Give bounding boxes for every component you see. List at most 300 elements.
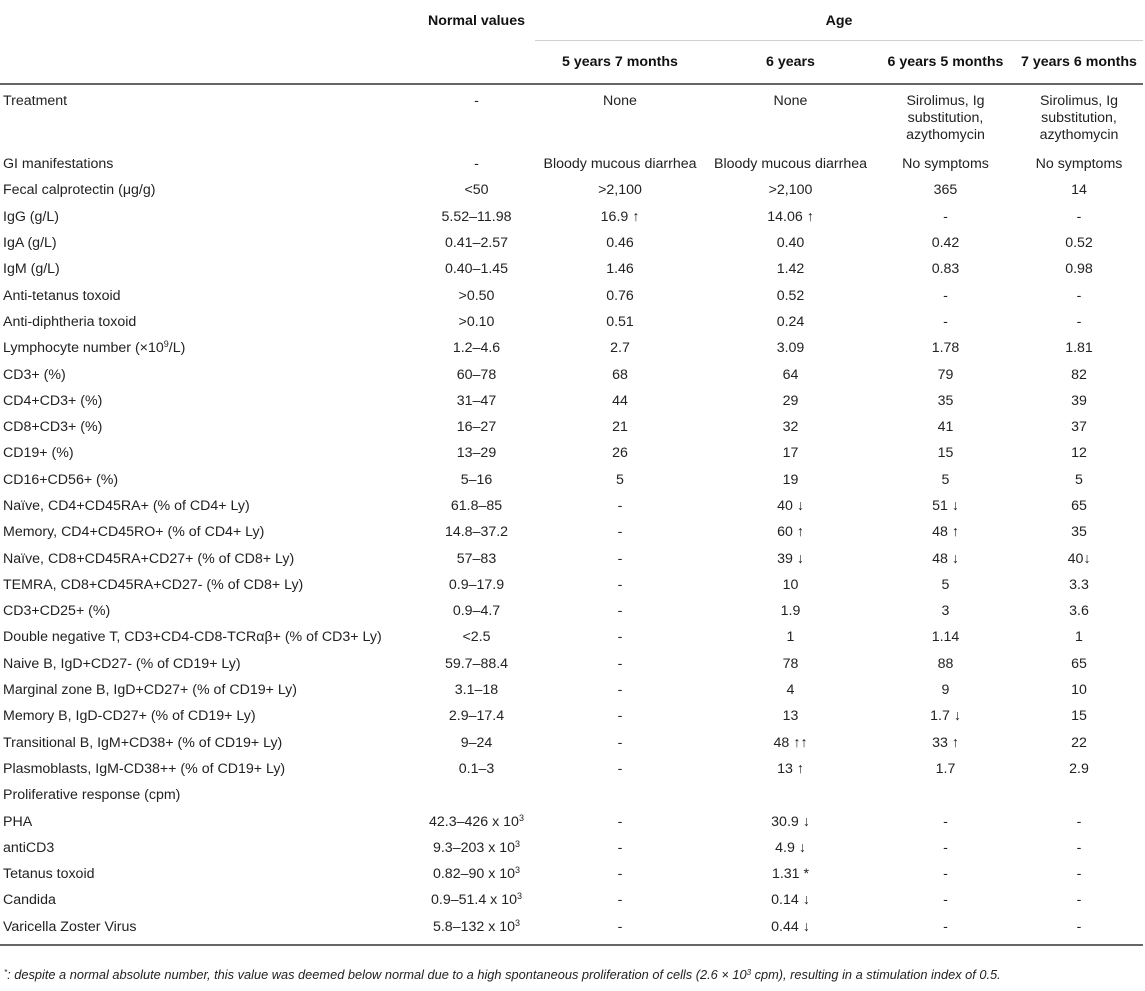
normal-value-cell bbox=[418, 703, 535, 729]
age-value-cell: 40↓ bbox=[1067, 550, 1091, 567]
age-value-cell: 32 bbox=[782, 419, 799, 436]
age-value-cell: - bbox=[943, 839, 948, 856]
age-value-cell: 39 ↓ bbox=[777, 550, 804, 567]
age-value-cell: - bbox=[943, 287, 948, 304]
table-row bbox=[0, 861, 1143, 887]
normal-value-cell bbox=[418, 545, 535, 571]
row-label bbox=[0, 703, 418, 729]
table-row bbox=[0, 467, 1143, 493]
row-label-text: Fecal calprotectin (μg/g) bbox=[3, 182, 156, 199]
row-label-text: CD16+CD56+ (%) bbox=[3, 471, 119, 488]
age-value-cell: 2.9 bbox=[1069, 760, 1089, 777]
table-row bbox=[0, 598, 1143, 624]
normal-value-text: 0.82–90 x 10 bbox=[432, 866, 516, 883]
normal-value-text: 9–24 bbox=[460, 734, 493, 751]
row-label-text: IgG (g/L) bbox=[3, 208, 59, 225]
row-label-text: PHA bbox=[3, 813, 33, 830]
row-label-text: CD4+CD3+ (%) bbox=[3, 392, 103, 409]
age-value-cell: - bbox=[617, 866, 623, 883]
row-label-text: IgM (g/L) bbox=[3, 261, 60, 278]
row-label-after: /L) bbox=[168, 340, 186, 357]
header-age-3: 6 years 5 months bbox=[876, 41, 1015, 85]
header-age: Age bbox=[535, 2, 1143, 41]
table-row bbox=[0, 519, 1143, 545]
normal-value-text: 16–27 bbox=[456, 419, 497, 436]
age-value-cell: 3.3 bbox=[1069, 576, 1089, 593]
normal-value-cell bbox=[418, 335, 535, 361]
age-value-cell: None bbox=[773, 93, 808, 109]
age-value-cell: 3.09 bbox=[776, 340, 805, 357]
normal-value-cell bbox=[418, 414, 535, 440]
age-value-cell: 0.76 bbox=[606, 287, 634, 304]
age-value-cell: Bloody mucous diarrhea bbox=[714, 156, 867, 173]
age-value-cell: - bbox=[1076, 813, 1082, 830]
age-value-cell: 35 bbox=[937, 392, 954, 409]
row-label bbox=[0, 388, 418, 414]
age-value-cell: 65 bbox=[1071, 655, 1087, 672]
age-value-cell: 1.78 bbox=[931, 340, 960, 357]
row-label-text: Memory, CD4+CD45RO+ (% of CD4+ Ly) bbox=[3, 524, 265, 541]
row-label bbox=[0, 756, 418, 782]
age-value-cell: - bbox=[617, 760, 623, 777]
row-label-text: Plasmoblasts, IgM-CD38++ (% of CD19+ Ly) bbox=[3, 760, 286, 777]
normal-value-text: >0.50 bbox=[458, 287, 495, 304]
row-label bbox=[0, 440, 418, 466]
row-label bbox=[0, 677, 418, 703]
row-label bbox=[0, 572, 418, 598]
age-value-cell: - bbox=[943, 208, 948, 225]
age-value-cell: 21 bbox=[612, 419, 628, 436]
age-value-cell: - bbox=[1076, 839, 1082, 856]
table-row bbox=[0, 835, 1143, 861]
normal-value-cell bbox=[418, 651, 535, 677]
age-value-cell: 3 bbox=[941, 603, 950, 620]
age-value-cell: 26 bbox=[612, 445, 628, 462]
row-label-text: Proliferative response (cpm) bbox=[3, 787, 181, 804]
age-value-cell: 82 bbox=[1071, 366, 1087, 383]
age-value-cell: 0.46 bbox=[606, 235, 634, 252]
normal-value-text: 3.1–18 bbox=[454, 682, 499, 699]
table-row bbox=[0, 414, 1143, 440]
age-value-cell: 10 bbox=[1071, 682, 1087, 699]
age-value-cell: 0.42 bbox=[931, 235, 960, 252]
table-row bbox=[0, 730, 1143, 756]
age-value-cell: 39 bbox=[1071, 392, 1087, 409]
normal-value-cell bbox=[418, 861, 535, 887]
normal-value-sup: 3 bbox=[515, 838, 521, 849]
age-value-cell: - bbox=[617, 550, 623, 567]
row-label bbox=[0, 651, 418, 677]
age-value-cell: 40 ↓ bbox=[777, 498, 804, 514]
age-value-cell: Sirolimus, Ig substitution, azythomycin bbox=[906, 93, 985, 143]
age-value-cell: 0.83 bbox=[931, 261, 960, 278]
age-value-cell: 5 bbox=[941, 471, 950, 488]
age-value-cell: 0.40 bbox=[776, 235, 805, 252]
normal-value-cell bbox=[418, 808, 535, 834]
age-value-cell: 1.7 bbox=[935, 760, 956, 777]
row-label bbox=[0, 598, 418, 624]
age-value-cell: 22 bbox=[1071, 734, 1087, 751]
normal-value-cell bbox=[418, 835, 535, 861]
age-value-cell: 60 ↑ bbox=[777, 524, 804, 541]
normal-value-cell bbox=[418, 388, 535, 414]
header-blank-2 bbox=[0, 41, 418, 85]
age-value-cell: 5 bbox=[616, 471, 624, 488]
row-label bbox=[0, 519, 418, 545]
row-label-text: Naïve, CD8+CD45RA+CD27+ (% of CD8+ Ly) bbox=[3, 550, 295, 567]
normal-value-cell bbox=[418, 914, 535, 945]
age-value-cell: 1.14 bbox=[931, 629, 960, 646]
row-label bbox=[0, 808, 418, 834]
normal-value-text: 1.2–4.6 bbox=[452, 340, 501, 357]
age-value-cell: 48 ↑ bbox=[932, 524, 959, 541]
normal-value-text: <50 bbox=[464, 182, 489, 199]
age-value-cell: 4 bbox=[786, 682, 795, 699]
normal-value-text: 0.41–2.57 bbox=[444, 235, 509, 252]
row-label bbox=[0, 861, 418, 887]
age-value-cell: 0.14 ↓ bbox=[771, 892, 810, 909]
normal-value-text: 9.3–203 x 10 bbox=[432, 839, 516, 856]
table-body bbox=[0, 84, 1143, 945]
table-row bbox=[0, 204, 1143, 230]
normal-value-text: 5.8–132 x 10 bbox=[432, 918, 516, 935]
row-label bbox=[0, 914, 418, 945]
age-value-cell: 29 bbox=[782, 392, 799, 409]
table-row bbox=[0, 361, 1143, 387]
age-value-cell: No symptoms bbox=[902, 156, 989, 173]
row-label bbox=[0, 204, 418, 230]
age-value-cell: 9 bbox=[941, 682, 950, 699]
age-value-cell: 41 bbox=[937, 419, 954, 436]
age-value-cell bbox=[535, 782, 705, 808]
age-value-cell: - bbox=[617, 813, 623, 830]
table-row bbox=[0, 230, 1143, 256]
normal-value-cell bbox=[418, 230, 535, 256]
table-row bbox=[0, 572, 1143, 598]
row-label-text: CD19+ (%) bbox=[3, 445, 74, 462]
age-value-cell: 1.46 bbox=[606, 261, 634, 278]
table-row bbox=[0, 887, 1143, 913]
age-value-cell: 0.24 bbox=[776, 313, 805, 330]
age-value-cell: 0.98 bbox=[1065, 261, 1093, 278]
row-label-text: Naive B, IgD+CD27- (% of CD19+ Ly) bbox=[3, 655, 241, 672]
row-label bbox=[0, 84, 418, 151]
row-label-text: CD3+CD25+ (%) bbox=[3, 603, 111, 620]
age-value-cell: 1.31 * bbox=[771, 866, 810, 883]
age-value-cell: 16.9 ↑ bbox=[600, 208, 640, 225]
row-label bbox=[0, 887, 418, 913]
age-value-cell: 1.9 bbox=[780, 603, 801, 620]
normal-value-sup: 3 bbox=[518, 812, 524, 823]
table-row bbox=[0, 914, 1143, 945]
row-label bbox=[0, 335, 418, 361]
table-row bbox=[0, 256, 1143, 282]
normal-value-text: 14.8–37.2 bbox=[444, 524, 509, 541]
normal-value-cell bbox=[418, 730, 535, 756]
normal-value-text: 5–16 bbox=[460, 471, 493, 488]
footnote-text-before: : despite a normal absolute number, this value was deemed below normal due to a high spontaneous proliferation of cells (2.6 × 10 bbox=[7, 967, 747, 982]
row-label bbox=[0, 414, 418, 440]
row-label bbox=[0, 467, 418, 493]
age-value-cell: 44 bbox=[612, 392, 628, 409]
row-label-text: CD8+CD3+ (%) bbox=[3, 419, 103, 436]
table-row bbox=[0, 545, 1143, 571]
normal-value-text: 5.52–11.98 bbox=[441, 208, 512, 225]
row-label-text: Memory B, IgD-CD27+ (% of CD19+ Ly) bbox=[3, 708, 256, 725]
age-value-cell: 365 bbox=[933, 182, 958, 199]
lab-values-table bbox=[0, 2, 1143, 946]
normal-value-cell bbox=[418, 84, 535, 151]
row-label-text: Double negative T, CD3+CD4-CD8-TCRαβ+ (% of CD3+ Ly) bbox=[3, 629, 382, 646]
normal-value-cell bbox=[418, 572, 535, 598]
normal-value-text: 13–29 bbox=[456, 445, 497, 462]
normal-value-text: 61.8–85 bbox=[450, 498, 503, 514]
age-value-cell: 14 bbox=[1071, 182, 1087, 199]
age-value-cell: 51 ↓ bbox=[932, 498, 959, 514]
row-label bbox=[0, 256, 418, 282]
age-value-cell: - bbox=[617, 839, 623, 856]
footnote-mark: * bbox=[4, 968, 8, 977]
age-value-cell: - bbox=[943, 313, 948, 330]
age-value-cell bbox=[705, 782, 876, 808]
age-value-cell: - bbox=[617, 708, 623, 725]
row-label-text: Tetanus toxoid bbox=[3, 866, 95, 883]
age-value-cell: 0.51 bbox=[606, 313, 634, 330]
normal-value-text: <2.5 bbox=[462, 629, 491, 646]
age-value-cell: - bbox=[617, 682, 623, 699]
row-label-text: CD3+ (%) bbox=[3, 366, 66, 383]
normal-value-cell bbox=[418, 677, 535, 703]
age-value-cell: 35 bbox=[1071, 524, 1087, 541]
age-value-cell: - bbox=[617, 629, 623, 646]
table-row bbox=[0, 177, 1143, 203]
header-age-2: 6 years bbox=[705, 41, 876, 85]
normal-value-text: >0.10 bbox=[458, 313, 495, 330]
age-value-cell bbox=[876, 782, 1015, 808]
row-label bbox=[0, 361, 418, 387]
age-value-cell: 0.52 bbox=[776, 287, 805, 304]
normal-value-text: 0.9–17.9 bbox=[448, 576, 505, 593]
age-value-cell: 10 bbox=[782, 576, 799, 593]
table-row bbox=[0, 309, 1143, 335]
table-row bbox=[0, 335, 1143, 361]
age-value-cell: 5 bbox=[1075, 471, 1083, 488]
normal-value-text: 42.3–426 x 10 bbox=[429, 813, 519, 830]
footnote bbox=[4, 967, 1001, 982]
normal-value-cell bbox=[418, 756, 535, 782]
age-value-cell: - bbox=[1076, 892, 1082, 909]
table-row bbox=[0, 756, 1143, 782]
normal-value-cell bbox=[418, 440, 535, 466]
age-value-cell: - bbox=[1076, 313, 1082, 330]
row-label bbox=[0, 309, 418, 335]
row-label bbox=[0, 151, 418, 177]
normal-value-text: 60–78 bbox=[456, 366, 497, 383]
header-age-4: 7 years 6 months bbox=[1015, 41, 1143, 85]
age-value-cell: 48 ↑↑ bbox=[773, 734, 808, 751]
age-value-cell: 3.6 bbox=[1069, 603, 1089, 620]
age-value-cell: - bbox=[535, 914, 705, 945]
normal-value-text: 0.1–3 bbox=[458, 760, 495, 777]
age-value-cell: 1 bbox=[786, 629, 795, 646]
age-value-cell: 15 bbox=[1071, 708, 1087, 725]
normal-value-sup: 3 bbox=[515, 865, 521, 876]
table-row bbox=[0, 151, 1143, 177]
normal-value-text: 57–83 bbox=[456, 550, 497, 567]
age-value-cell: 13 ↑ bbox=[777, 760, 804, 777]
normal-value-cell bbox=[418, 282, 535, 308]
row-label-text: Treatment bbox=[3, 93, 68, 109]
age-value-cell: Bloody mucous diarrhea bbox=[543, 156, 697, 173]
row-label bbox=[0, 782, 418, 808]
age-value-cell: - bbox=[1076, 208, 1082, 225]
normal-value-cell bbox=[418, 887, 535, 913]
age-value-cell: 0.52 bbox=[1065, 235, 1093, 252]
age-value-cell: 37 bbox=[1071, 419, 1087, 436]
age-value-cell: 19 bbox=[782, 471, 799, 488]
normal-value-cell bbox=[418, 598, 535, 624]
normal-value-sup: 3 bbox=[516, 891, 522, 902]
table-row bbox=[0, 782, 1143, 808]
age-value-cell: 14.06 ↑ bbox=[767, 208, 814, 225]
age-value-cell: 15 bbox=[937, 445, 954, 462]
row-label-text: antiCD3 bbox=[3, 839, 55, 856]
row-label-text: Lymphocyte number (×10 bbox=[3, 340, 164, 357]
age-value-cell: 30.9 ↓ bbox=[771, 813, 810, 830]
age-value-cell: - bbox=[876, 914, 1015, 945]
row-label bbox=[0, 730, 418, 756]
normal-value-cell bbox=[418, 204, 535, 230]
row-label-text: Transitional B, IgM+CD38+ (% of CD19+ Ly) bbox=[3, 734, 283, 751]
normal-value-cell bbox=[418, 782, 535, 808]
row-label bbox=[0, 230, 418, 256]
age-value-cell: 1.7 ↓ bbox=[930, 708, 961, 725]
age-value-cell: - bbox=[617, 734, 623, 751]
age-value-cell: >2,100 bbox=[768, 182, 813, 199]
age-value-cell: 88 bbox=[937, 655, 954, 672]
age-value-cell: - bbox=[617, 524, 623, 541]
normal-value-text: 0.9–4.7 bbox=[452, 603, 501, 620]
row-label-text: Anti-tetanus toxoid bbox=[3, 287, 121, 304]
table-row bbox=[0, 440, 1143, 466]
age-value-cell: - bbox=[1076, 866, 1082, 883]
age-value-cell: 78 bbox=[782, 655, 799, 672]
age-value-cell: 5 bbox=[941, 576, 950, 593]
age-value-cell: - bbox=[617, 498, 623, 514]
age-value-cell: - bbox=[617, 655, 623, 672]
age-value-cell: >2,100 bbox=[598, 182, 642, 199]
age-value-cell: 1.81 bbox=[1065, 340, 1093, 357]
age-value-cell: Sirolimus, Ig substitution, azythomycin bbox=[1039, 93, 1119, 143]
row-label-text: IgA (g/L) bbox=[3, 235, 57, 252]
age-value-cell: 79 bbox=[937, 366, 954, 383]
table-row bbox=[0, 282, 1143, 308]
age-value-cell: 1 bbox=[1075, 629, 1083, 646]
normal-value-cell bbox=[418, 309, 535, 335]
normal-value-cell bbox=[418, 493, 535, 519]
age-value-cell: 1.42 bbox=[776, 261, 805, 278]
row-label-text: GI manifestations bbox=[3, 156, 114, 173]
normal-value-text: 2.9–17.4 bbox=[448, 708, 505, 725]
age-value-cell: 0.44 ↓ bbox=[705, 914, 876, 945]
age-value-cell: - bbox=[617, 603, 623, 620]
table-row bbox=[0, 84, 1143, 151]
row-label bbox=[0, 624, 418, 650]
normal-value-text: - bbox=[474, 93, 479, 109]
age-value-cell: 2.7 bbox=[610, 340, 630, 357]
table-row bbox=[0, 808, 1143, 834]
normal-value-text: - bbox=[474, 156, 479, 173]
normal-value-cell bbox=[418, 467, 535, 493]
age-value-cell: 13 bbox=[782, 708, 799, 725]
header-blank-3 bbox=[418, 41, 535, 85]
row-label bbox=[0, 835, 418, 861]
age-value-cell: 48 ↓ bbox=[932, 550, 959, 567]
row-label-text: Varicella Zoster Virus bbox=[3, 918, 137, 935]
row-label-text: Marginal zone B, IgD+CD27+ (% of CD19+ Ly) bbox=[3, 682, 298, 699]
age-value-cell: - bbox=[1076, 287, 1082, 304]
age-value-cell: - bbox=[617, 576, 623, 593]
age-value-cell: 64 bbox=[782, 366, 799, 383]
normal-value-cell bbox=[418, 151, 535, 177]
header-normal-values: Normal values bbox=[428, 13, 525, 30]
row-label-text: Anti-diphtheria toxoid bbox=[3, 313, 137, 330]
age-value-cell: - bbox=[943, 813, 948, 830]
normal-value-cell bbox=[418, 624, 535, 650]
row-label-text: Candida bbox=[3, 892, 56, 909]
row-label bbox=[0, 282, 418, 308]
age-value-cell: - bbox=[1015, 914, 1143, 945]
row-label-text: Naïve, CD4+CD45RA+ (% of CD4+ Ly) bbox=[3, 498, 250, 514]
table-row bbox=[0, 624, 1143, 650]
row-label-text: TEMRA, CD8+CD45RA+CD27- (% of CD8+ Ly) bbox=[3, 576, 304, 593]
table-row bbox=[0, 493, 1143, 519]
table-row bbox=[0, 651, 1143, 677]
age-value-cell: 12 bbox=[1071, 445, 1087, 462]
age-value-cell: None bbox=[603, 93, 637, 109]
normal-value-text: 59.7–88.4 bbox=[444, 655, 509, 672]
table-row bbox=[0, 677, 1143, 703]
normal-value-text: 0.40–1.45 bbox=[444, 261, 509, 278]
age-value-cell: 17 bbox=[782, 445, 799, 462]
age-value-cell: - bbox=[617, 892, 623, 909]
footnote-text-after: cpm), resulting in a stimulation index of 0.5. bbox=[751, 967, 1001, 982]
normal-value-text: 31–47 bbox=[456, 392, 497, 409]
age-value-cell: No symptoms bbox=[1035, 156, 1123, 173]
normal-value-cell bbox=[418, 361, 535, 387]
row-label bbox=[0, 177, 418, 203]
row-label-sup: 9 bbox=[163, 339, 169, 350]
age-value-cell: 4.9 ↓ bbox=[775, 839, 806, 856]
table-header bbox=[0, 2, 1143, 84]
age-value-cell bbox=[1015, 782, 1143, 808]
normal-value-cell bbox=[418, 519, 535, 545]
normal-value-cell bbox=[418, 177, 535, 203]
table-row bbox=[0, 388, 1143, 414]
footnote-sup: 3 bbox=[746, 968, 752, 977]
row-label bbox=[0, 545, 418, 571]
normal-value-sup: 3 bbox=[515, 917, 521, 928]
age-value-cell: - bbox=[943, 892, 948, 909]
age-value-cell: - bbox=[943, 866, 948, 883]
header-age-1: 5 years 7 months bbox=[535, 41, 705, 85]
row-label bbox=[0, 493, 418, 519]
normal-value-cell bbox=[418, 256, 535, 282]
header-blank bbox=[0, 2, 418, 41]
table-row bbox=[0, 703, 1143, 729]
normal-value-text: 0.9–51.4 x 10 bbox=[431, 892, 517, 909]
age-value-cell: 68 bbox=[612, 366, 628, 383]
